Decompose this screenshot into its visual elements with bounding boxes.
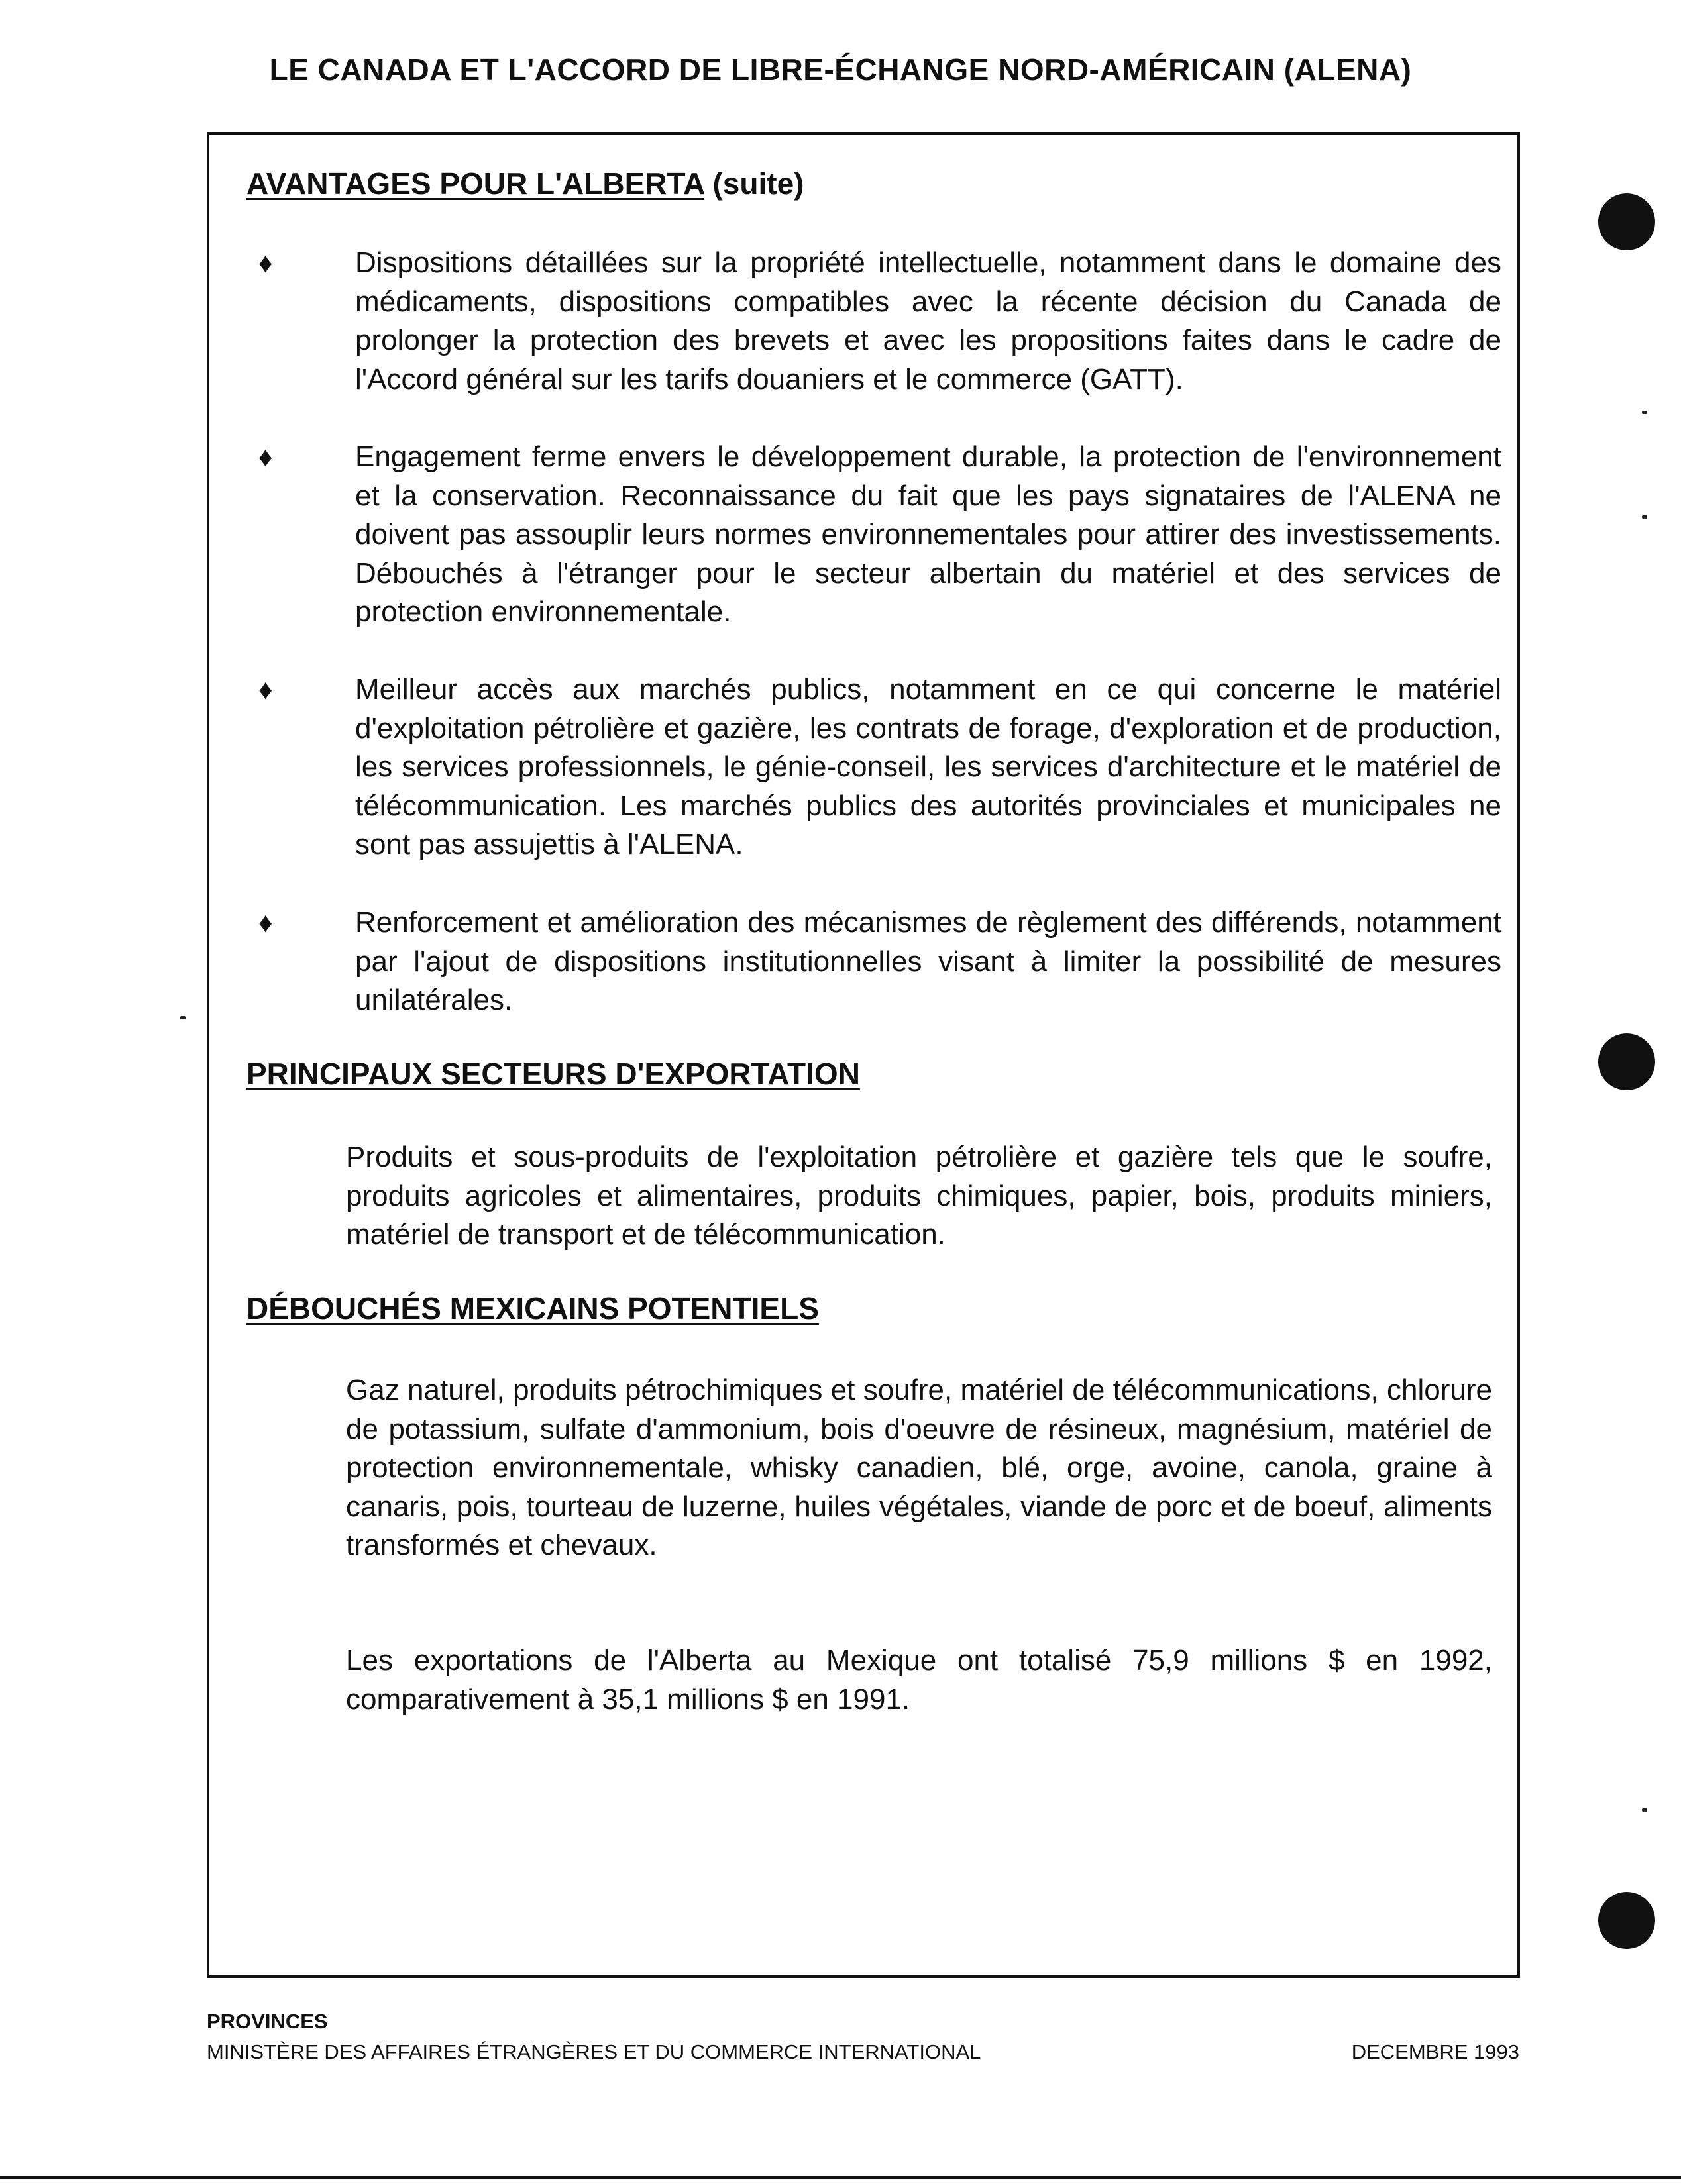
bottom-rule: [0, 2176, 1681, 2179]
diamond-bullet-icon: ♦: [258, 674, 273, 705]
bullet-text: Engagement ferme envers le développement durable, la protection de l'environnement et la conservation. Reconnaissance du fait que les pays signataires de l'ALENA ne doivent pas assouplir leurs normes environnementales pour attirer des investissements. Débouchés à l'étranger pour le secteur albertain du matériel et des services de protection environnementale.: [355, 441, 1501, 628]
bullet-text: Meilleur accès aux marchés publics, notamment en ce qui concerne le matériel d'exploitation pétrolière et gazière, les contrats de forage, d'exploration et de production, les services professionnels, le génie-conseil, les services d'architecture et le matériel de télécommunication. Les marchés publics des autorités provinciales et municipales ne sont pas assujettis à l'ALENA.: [355, 673, 1501, 860]
punch-hole-icon: [1598, 1892, 1655, 1949]
section-heading-exportation: [246, 1056, 860, 1092]
section-heading-avantages: [246, 166, 804, 201]
bullet-text: Renforcement et amélioration des mécanismes de règlement des différends, notamment par l'ajout de dispositions institutionnelles visant à limiter la possibilité de mesures unilatérales.: [355, 906, 1501, 1016]
scan-speck: [1642, 411, 1647, 414]
scan-speck: [180, 1016, 186, 1019]
footer-ministry: MINISTÈRE DES AFFAIRES ÉTRANGÈRES ET DU COMMERCE INTERNATIONAL: [207, 2040, 981, 2063]
exports-paragraph: Produits et sous-produits de l'exploitation pétrolière et gazière tels que le soufre, produits agricoles et alimentaires, produits chimiques, papier, bois, produits miniers, matériel de transport et de télécommunication.: [346, 1141, 1492, 1251]
punch-hole-icon: [1598, 1033, 1655, 1090]
section-heading-suffix: (suite): [712, 166, 804, 201]
bullet-text: Dispositions détaillées sur la propriété intellectuelle, notamment dans le domaine des médicaments, dispositions compatibles avec la récente décision du Canada de prolonger la protection des brevets et avec les propositions faites dans le cadre de l'Accord général sur les tarifs douaniers et le commerce (GATT).: [355, 246, 1501, 395]
footer-title: PROVINCES: [207, 2010, 328, 2033]
diamond-bullet-icon: ♦: [258, 247, 273, 278]
punch-hole-icon: [1598, 193, 1655, 250]
scan-speck: [1642, 1808, 1647, 1812]
section-heading-text: PRINCIPAUX SECTEURS D'EXPORTATION: [246, 1057, 860, 1091]
export-figures-paragraph: Les exportations de l'Alberta au Mexique ont totalisé 75,9 millions $ en 1992, comparativement à 35,1 millions $ en 1991.: [346, 1644, 1492, 1716]
page-title: LE CANADA ET L'ACCORD DE LIBRE-ÉCHANGE NORD-AMÉRICAIN (ALENA): [269, 52, 1412, 87]
section-heading-text: AVANTAGES POUR L'ALBERTA: [246, 166, 704, 201]
footer-date: DECEMBRE 1993: [1351, 2040, 1519, 2063]
diamond-bullet-icon: ♦: [258, 441, 273, 472]
scan-speck: [1642, 515, 1647, 519]
section-heading-text: DÉBOUCHÉS MEXICAINS POTENTIELS: [246, 1291, 819, 1326]
section-heading-debouches: [246, 1290, 819, 1326]
diamond-bullet-icon: ♦: [258, 907, 273, 938]
content-box: [207, 132, 1520, 1978]
opportunities-paragraph: Gaz naturel, produits pétrochimiques et soufre, matériel de télécommunications, chlorure de potassium, sulfate d'ammonium, bois d'oeuvre de résineux, magnésium, matériel de protection environnementale, whisky canadien, blé, orge, avoine, canola, graine à canaris, pois, tourteau de luzerne, huiles végétales, viande de porc et de boeuf, aliments transformés et chevaux.: [346, 1374, 1492, 1561]
